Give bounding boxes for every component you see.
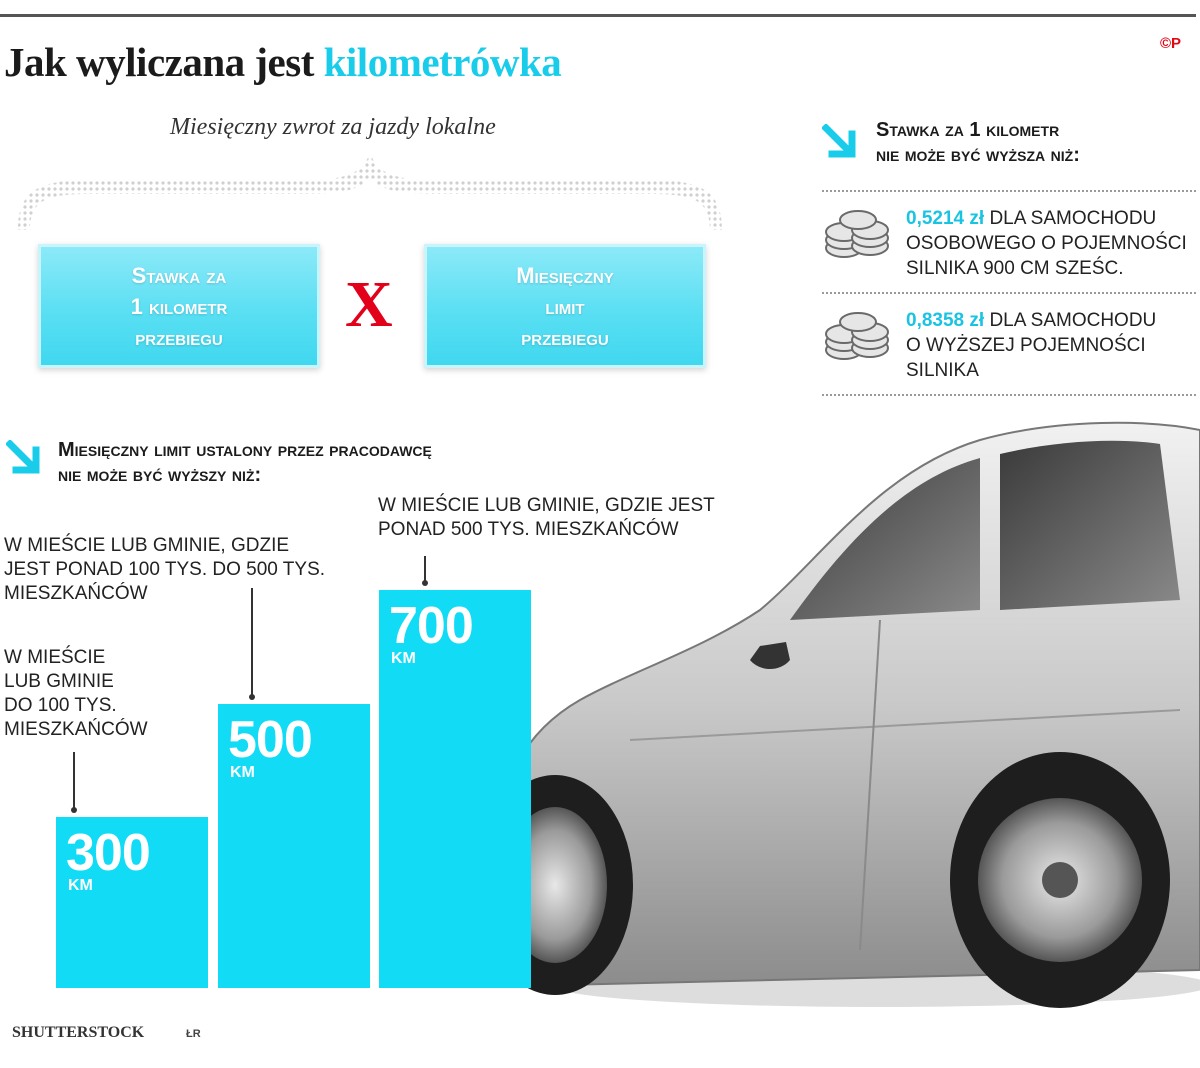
leader-dot: [249, 694, 255, 700]
monthly-limit-box: [424, 244, 706, 368]
leader-line: [424, 556, 426, 584]
divider: [822, 394, 1196, 396]
leader-dot: [71, 807, 77, 813]
formula-subtitle: Miesięczny zwrot za jazdy lokalne: [170, 114, 496, 140]
rate-item-small-engine: [906, 206, 1187, 281]
bar-value-label: 300: [66, 824, 150, 882]
top-rule: [0, 14, 1196, 17]
leader-dot: [422, 580, 428, 586]
leader-line: [73, 752, 75, 811]
arrow-down-right-icon: [6, 440, 44, 478]
rate-per-km-label: Stawka za 1 kilometr przebiegu: [130, 262, 228, 350]
divider: [822, 292, 1196, 294]
bar-500: [218, 704, 370, 988]
rate-per-km-box: [38, 244, 320, 368]
car-illustration: [460, 410, 1200, 1010]
leader-line: [251, 588, 253, 698]
bar-unit-label: KM: [230, 764, 255, 781]
monthly-limit-label: Miesięczny limit przebiegu: [516, 262, 614, 350]
title-accent: kilometrówka: [323, 39, 562, 85]
rate-value: 0,5214 zł: [906, 208, 985, 229]
rate-value: 0,8358 zł: [906, 310, 985, 331]
brand-mark: ©P: [1160, 35, 1182, 52]
page-title: [4, 38, 561, 86]
title-main: Jak wyliczana jest: [4, 39, 324, 85]
bar-value-label: 700: [389, 597, 473, 655]
photo-credit: SHUTTERSTOCK: [12, 1024, 145, 1041]
bar-unit-label: KM: [391, 650, 416, 667]
coins-icon: [822, 204, 894, 260]
rate-description: DLA SAMOCHODU OSOBOWEGO O POJEMNOŚCI SILNIKA 900 CM SZEŚC.: [906, 208, 1187, 279]
category-label-large-city: W MIEŚCIE LUB GMINIE, GDZIE JEST PONAD 500 TYS. MIESZKAŃCÓW: [378, 495, 715, 540]
chart-title: Miesięczny limit ustalony przez pracodawcę nie może być wyższy niż:: [58, 439, 432, 486]
author-initials: ŁR: [186, 1028, 201, 1040]
arrow-down-right-icon: [822, 124, 860, 162]
bar-300: [56, 817, 208, 988]
bar-unit-label: KM: [68, 877, 93, 894]
coins-icon: [822, 306, 894, 362]
rate-description: DLA SAMOCHODU O WYŻSZEJ POJEMNOŚCI SILNIKA: [906, 310, 1157, 381]
rates-heading: Stawka za 1 kilometr nie może być wyższa niż:: [876, 119, 1080, 166]
rate-item-large-engine: [906, 308, 1156, 383]
curly-brace-icon: [10, 150, 740, 240]
category-label-mid-city: W MIEŚCIE LUB GMINIE, GDZIE JEST PONAD 100 TYS. DO 500 TYS. MIESZKAŃCÓW: [4, 535, 326, 604]
multiply-operator: X: [345, 268, 393, 341]
divider: [822, 190, 1196, 192]
category-label-small-town: W MIEŚCIE LUB GMINIE DO 100 TYS. MIESZKAŃCÓW: [4, 647, 148, 740]
bar-value-label: 500: [228, 711, 312, 769]
